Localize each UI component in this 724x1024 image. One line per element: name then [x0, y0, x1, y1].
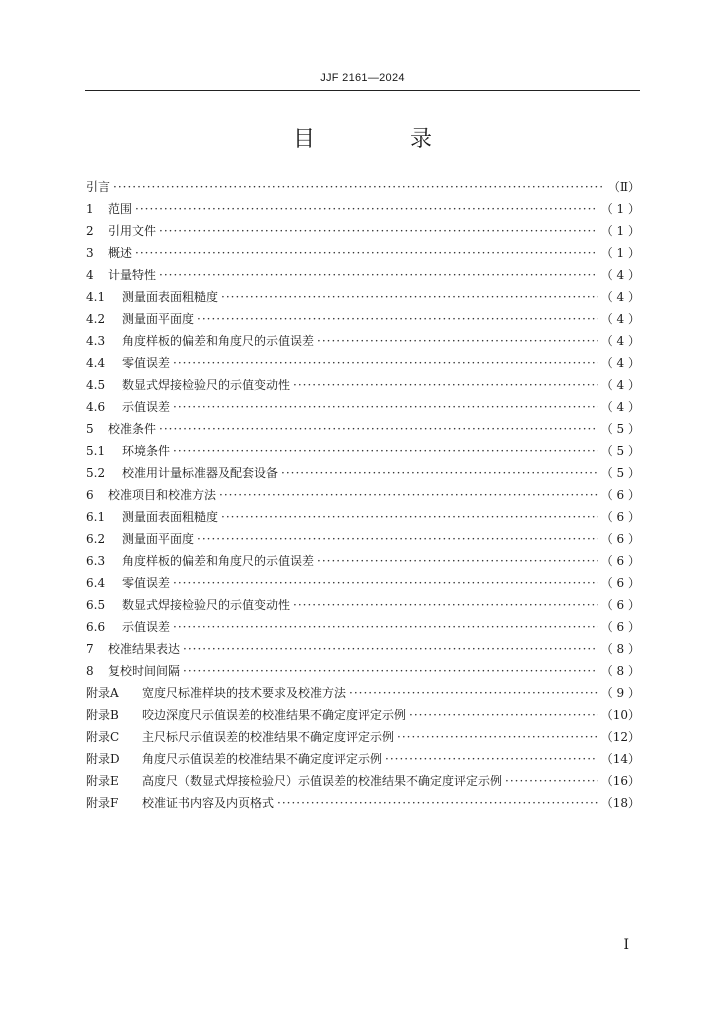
- toc-entry[interactable]: [86, 572, 640, 594]
- toc-dot-leader: [281, 462, 598, 484]
- toc-dot-leader: [173, 352, 598, 374]
- toc-entry[interactable]: [86, 220, 640, 242]
- toc-entry-title: 角度尺示值误差的校准结果不确定度评定示例: [142, 752, 383, 766]
- toc-entry-title: 测量面平面度: [122, 312, 195, 326]
- toc-entry[interactable]: [86, 594, 640, 616]
- toc-entry-label: [86, 396, 170, 418]
- toc-entry-title: 零值误差: [122, 356, 171, 370]
- toc-entry-page: （ 6 ）: [600, 598, 640, 612]
- toc-entry-label: [86, 550, 314, 572]
- toc-entry-label: [86, 616, 170, 638]
- toc-entry-title: 引用文件: [108, 224, 157, 238]
- toc-entry-title: 示值误差: [122, 400, 171, 414]
- toc-entry-number: 6.3: [86, 554, 106, 568]
- toc-entry-label: [86, 286, 218, 308]
- toc-entry-page: （ 5 ）: [600, 444, 640, 458]
- toc-entry-title: 零值误差: [122, 576, 171, 590]
- toc-entry-number: 4: [86, 268, 94, 282]
- toc-dot-leader: [135, 198, 598, 220]
- toc-dot-leader: [159, 220, 598, 242]
- toc-entry-page: （ 1 ）: [600, 246, 640, 260]
- toc-entry-label: [86, 308, 194, 330]
- toc-dot-leader: [183, 660, 598, 682]
- toc-entry-number: 4.6: [86, 400, 106, 414]
- toc-entry-page: （ 6 ）: [600, 620, 640, 634]
- toc-dot-leader: [159, 264, 598, 286]
- toc-entry-title: 校准证书内容及内页格式: [142, 796, 275, 810]
- document-code-header: JJF 2161—2024: [320, 72, 405, 84]
- toc-entry-label: [86, 660, 180, 682]
- toc-dot-leader: [221, 286, 598, 308]
- toc-entry-title: 概述: [108, 246, 133, 260]
- toc-entry[interactable]: [86, 462, 640, 484]
- toc-entry-label: [86, 770, 502, 792]
- toc-entry-page: （ 6 ）: [600, 488, 640, 502]
- toc-entry[interactable]: [86, 374, 640, 396]
- toc-entry-page: （ 5 ）: [600, 466, 640, 480]
- toc-entry[interactable]: [86, 308, 640, 330]
- toc-entry-title: 校准条件: [108, 422, 157, 436]
- toc-entry-title: 主尺标尺示值误差的校准结果不确定度评定示例: [142, 730, 395, 744]
- toc-entry-number: 7: [86, 642, 94, 656]
- toc-entry-page: （14）: [600, 752, 640, 766]
- toc-entry-number: 5.1: [86, 444, 106, 458]
- toc-entry-number: 附录E: [86, 774, 119, 788]
- toc-entry-number: 6.2: [86, 532, 106, 546]
- toc-entry-label: [86, 484, 216, 506]
- toc-entry-number: 6: [86, 488, 94, 502]
- toc-entry-label: [86, 682, 346, 704]
- toc-entry-title: 校准项目和校准方法: [108, 488, 217, 502]
- toc-entry-label: [86, 264, 156, 286]
- toc-entry-label: [86, 374, 290, 396]
- toc-entry[interactable]: [86, 638, 640, 660]
- toc-dot-leader: [317, 550, 598, 572]
- toc-dot-leader: [385, 748, 598, 770]
- toc-entry-number: 附录D: [86, 752, 120, 766]
- toc-entry[interactable]: [86, 550, 640, 572]
- toc-dot-leader: [173, 396, 598, 418]
- toc-entry-number: 4.2: [86, 312, 106, 326]
- toc-entry-number: 6.1: [86, 510, 106, 524]
- toc-entry-number: 附录F: [86, 796, 119, 810]
- toc-entry-label: [86, 418, 156, 440]
- toc-entry-page: （10）: [600, 708, 640, 722]
- toc-dot-leader: [409, 704, 598, 726]
- toc-dot-leader: [135, 242, 598, 264]
- toc-entry-title: 角度样板的偏差和角度尺的示值误差: [122, 554, 315, 568]
- toc-entry[interactable]: [86, 242, 640, 264]
- toc-entry-title: 测量面平面度: [122, 532, 195, 546]
- toc-entry[interactable]: [86, 352, 640, 374]
- toc-entry-number: 1: [86, 202, 94, 216]
- toc-entry-label: [86, 176, 110, 198]
- toc-entry-label: [86, 792, 274, 814]
- toc-entry-title: 咬边深度尺示值误差的校准结果不确定度评定示例: [142, 708, 407, 722]
- page-title: 目 录: [293, 127, 476, 152]
- toc-entry-page: （ 6 ）: [600, 576, 640, 590]
- toc-entry[interactable]: [86, 418, 640, 440]
- toc-entry-title: 环境条件: [122, 444, 171, 458]
- toc-entry-title: 校准结果表达: [108, 642, 181, 656]
- toc-entry-label: [86, 704, 406, 726]
- toc-entry[interactable]: [86, 506, 640, 528]
- toc-entry-label: [86, 352, 170, 374]
- toc-entry-title: 数显式焊接检验尺的示值变动性: [122, 598, 291, 612]
- toc-entry-number: 附录A: [86, 686, 119, 700]
- toc-dot-leader: [219, 484, 598, 506]
- toc-entry-number: 3: [86, 246, 94, 260]
- toc-entry-page: （ 4 ）: [600, 378, 640, 392]
- toc-entry-title: 计量特性: [108, 268, 157, 282]
- toc-entry-number: 4.5: [86, 378, 106, 392]
- toc-entry-number: 附录C: [86, 730, 120, 744]
- toc-entry-page: （ 6 ）: [600, 510, 640, 524]
- toc-entry-number: 2: [86, 224, 94, 238]
- toc-entry[interactable]: [86, 748, 640, 770]
- toc-entry-page: （ 5 ）: [600, 422, 640, 436]
- toc-dot-leader: [293, 374, 598, 396]
- toc-entry-label: [86, 506, 218, 528]
- toc-entry-page: （ 1 ）: [600, 224, 640, 238]
- toc-entry[interactable]: [86, 396, 640, 418]
- toc-entry-number: 附录B: [86, 708, 119, 722]
- toc-entry-number: 5.2: [86, 466, 106, 480]
- toc-entry-title: 数显式焊接检验尺的示值变动性: [122, 378, 291, 392]
- toc-entry-page: （16）: [600, 774, 640, 788]
- toc-entry-page: （ 4 ）: [600, 356, 640, 370]
- toc-entry[interactable]: [86, 484, 640, 506]
- toc-entry-page: （ 4 ）: [600, 312, 640, 326]
- toc-entry[interactable]: [86, 616, 640, 638]
- toc-entry-page: （ 4 ）: [600, 268, 640, 282]
- toc-entry-label: [86, 330, 314, 352]
- toc-entry-number: 8: [86, 664, 94, 678]
- toc-entry-page: （18）: [600, 796, 640, 810]
- toc-entry-label: [86, 440, 170, 462]
- toc-entry-title: 宽度尺标准样块的技术要求及校准方法: [142, 686, 347, 700]
- toc-entry-title: 角度样板的偏差和角度尺的示值误差: [122, 334, 315, 348]
- toc-entry[interactable]: [86, 770, 640, 792]
- toc-dot-leader: [173, 572, 598, 594]
- toc-entry-title: 范围: [108, 202, 133, 216]
- toc-entry-page: （ 4 ）: [600, 334, 640, 348]
- toc-entry-page: （ 6 ）: [600, 554, 640, 568]
- toc-dot-leader: [113, 176, 605, 198]
- toc-entry-number: 6.6: [86, 620, 106, 634]
- toc-dot-leader: [293, 594, 598, 616]
- toc-entry-number: 4.3: [86, 334, 106, 348]
- toc-entry[interactable]: [86, 286, 640, 308]
- toc-entry-page: （ 4 ）: [600, 400, 640, 414]
- toc-dot-leader: [221, 506, 598, 528]
- toc-entry-page: （ 6 ）: [600, 532, 640, 546]
- toc-entry-title: 示值误差: [122, 620, 171, 634]
- toc-entry-label: [86, 528, 194, 550]
- toc-dot-leader: [197, 528, 598, 550]
- toc-dot-leader: [505, 770, 598, 792]
- toc-entry[interactable]: [86, 726, 640, 748]
- toc-dot-leader: [173, 616, 598, 638]
- toc-entry-number: 4.4: [86, 356, 106, 370]
- toc-entry-title: 高度尺（数显式焊接检验尺）示值误差的校准结果不确定度评定示例: [142, 774, 503, 788]
- toc-entry-label: [86, 242, 132, 264]
- header-rule: [85, 90, 640, 91]
- toc-dot-leader: [173, 440, 598, 462]
- toc-entry[interactable]: [86, 440, 640, 462]
- toc-entry-label: [86, 220, 156, 242]
- toc-entry-number: 4.1: [86, 290, 106, 304]
- toc-entry-label: [86, 638, 180, 660]
- toc-entry-label: [86, 198, 132, 220]
- toc-entry-label: [86, 594, 290, 616]
- toc-dot-leader: [397, 726, 598, 748]
- toc-dot-leader: [277, 792, 598, 814]
- toc-entry[interactable]: [86, 682, 640, 704]
- toc-entry-page: （ 8 ）: [600, 642, 640, 656]
- toc-entry[interactable]: [86, 704, 640, 726]
- toc-entry[interactable]: [86, 792, 640, 814]
- toc-entry[interactable]: [86, 528, 640, 550]
- toc-entry-label: [86, 572, 170, 594]
- toc-entry-page: （ 4 ）: [600, 290, 640, 304]
- toc-entry-label: [86, 462, 278, 484]
- toc-dot-leader: [183, 638, 598, 660]
- toc-entry-label: [86, 748, 382, 770]
- table-of-contents: [86, 176, 640, 814]
- toc-dot-leader: [317, 330, 598, 352]
- toc-entry[interactable]: [86, 330, 640, 352]
- toc-entry-label: [86, 726, 394, 748]
- toc-entry-number: 5: [86, 422, 94, 436]
- toc-entry-title: 测量面表面粗糙度: [122, 510, 219, 524]
- toc-entry-page: （ 9 ）: [600, 686, 640, 700]
- toc-entry-page: （ 8 ）: [600, 664, 640, 678]
- toc-dot-leader: [159, 418, 598, 440]
- toc-entry[interactable]: [86, 198, 640, 220]
- toc-entry[interactable]: [86, 176, 640, 198]
- toc-entry[interactable]: [86, 264, 640, 286]
- toc-entry-number: 6.5: [86, 598, 106, 612]
- toc-entry-page: （Ⅱ）: [607, 180, 640, 194]
- toc-entry[interactable]: [86, 660, 640, 682]
- toc-entry-title: 引言: [86, 180, 111, 194]
- toc-dot-leader: [349, 682, 598, 704]
- toc-entry-page: （12）: [600, 730, 640, 744]
- toc-dot-leader: [197, 308, 598, 330]
- toc-entry-title: 测量面表面粗糙度: [122, 290, 219, 304]
- toc-entry-title: 校准用计量标准器及配套设备: [122, 466, 279, 480]
- toc-entry-page: （ 1 ）: [600, 202, 640, 216]
- toc-entry-title: 复校时间间隔: [108, 664, 181, 678]
- page-number: I: [623, 937, 629, 953]
- toc-entry-number: 6.4: [86, 576, 106, 590]
